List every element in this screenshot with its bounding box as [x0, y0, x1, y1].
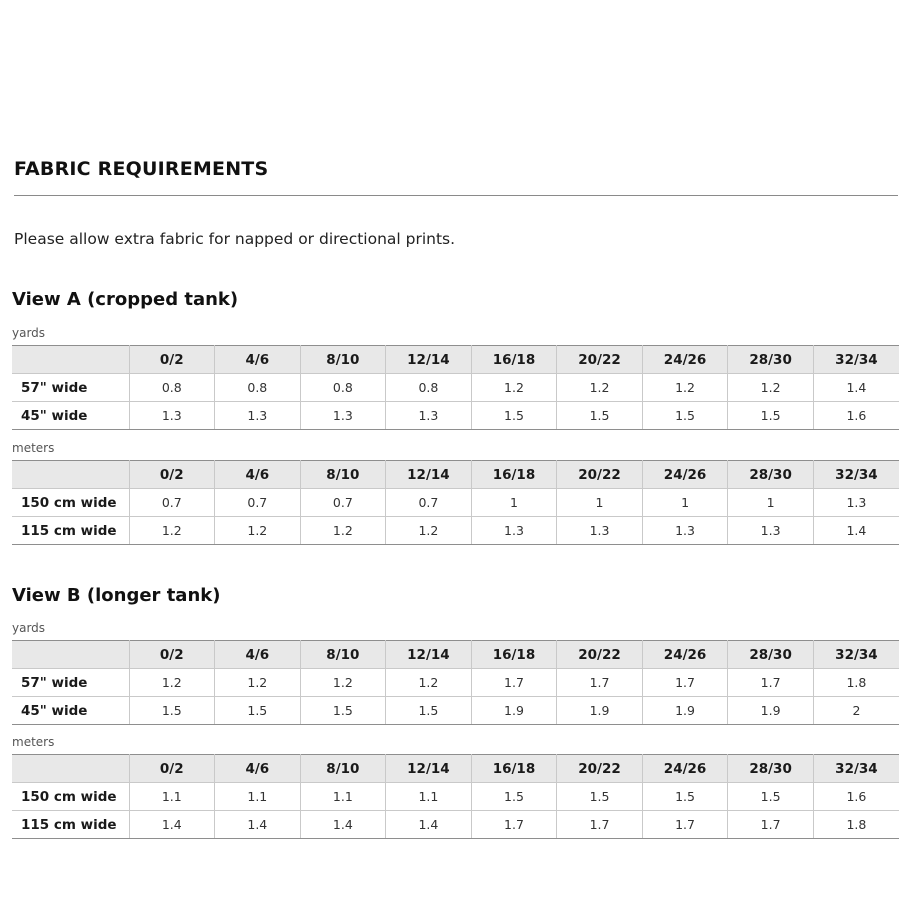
size-header: 4/6 [215, 755, 301, 783]
table-cell: 1.2 [728, 374, 814, 402]
table-cell: 1.5 [300, 697, 386, 725]
size-header: 20/22 [557, 641, 643, 669]
row-label: 150 cm wide [12, 783, 129, 811]
row-label: 45" wide [12, 697, 129, 725]
table-cell: 1.5 [129, 697, 215, 725]
table-cell: 1.4 [300, 811, 386, 839]
table-row [12, 402, 899, 430]
table-cell: 1.2 [215, 517, 301, 545]
size-header: 32/34 [813, 461, 899, 489]
size-header: 4/6 [215, 461, 301, 489]
table-row [12, 517, 899, 545]
page-title: FABRIC REQUIREMENTS [14, 158, 269, 180]
row-label: 115 cm wide [12, 517, 129, 545]
row-label: 45" wide [12, 402, 129, 430]
row-label: 57" wide [12, 374, 129, 402]
table-cell: 1.5 [386, 697, 472, 725]
view-a-yards-table [12, 345, 899, 430]
size-header: 20/22 [557, 755, 643, 783]
size-header: 0/2 [129, 641, 215, 669]
size-header: 12/14 [386, 755, 472, 783]
table-cell: 1.3 [386, 402, 472, 430]
table-cell: 1.4 [215, 811, 301, 839]
size-header: 16/18 [471, 755, 557, 783]
size-header: 28/30 [728, 346, 814, 374]
table-cell: 1.5 [728, 783, 814, 811]
table-cell: 1.2 [471, 374, 557, 402]
size-header: 0/2 [129, 346, 215, 374]
size-header: 24/26 [642, 641, 728, 669]
table-cell: 2 [813, 697, 899, 725]
table-cell: 1.2 [129, 669, 215, 697]
table-cell: 1.2 [642, 374, 728, 402]
size-header: 16/18 [471, 641, 557, 669]
size-header-row [12, 461, 899, 489]
table-cell: 1.1 [300, 783, 386, 811]
table-cell: 0.8 [386, 374, 472, 402]
size-header: 32/34 [813, 346, 899, 374]
size-header: 28/30 [728, 461, 814, 489]
table-cell: 0.7 [386, 489, 472, 517]
size-header: 20/22 [557, 346, 643, 374]
size-header-row [12, 346, 899, 374]
view-b-meters-table [12, 754, 899, 839]
table-cell: 0.7 [215, 489, 301, 517]
table-cell: 1.9 [471, 697, 557, 725]
table-cell: 1.2 [129, 517, 215, 545]
size-header: 28/30 [728, 641, 814, 669]
table-cell: 1.4 [386, 811, 472, 839]
view-a-meters-table [12, 460, 899, 545]
header-corner [12, 755, 129, 783]
table-cell: 1.2 [215, 669, 301, 697]
header-corner [12, 346, 129, 374]
size-header: 12/14 [386, 461, 472, 489]
table-cell: 1.3 [471, 517, 557, 545]
table-cell: 1.4 [813, 517, 899, 545]
view-b-heading: View B (longer tank) [12, 585, 221, 606]
table-cell: 1.7 [471, 811, 557, 839]
table-row [12, 697, 899, 725]
table-cell: 1.5 [728, 402, 814, 430]
header-corner [12, 461, 129, 489]
table-cell: 1.5 [642, 402, 728, 430]
table-cell: 1.7 [728, 669, 814, 697]
table-cell: 1.6 [813, 783, 899, 811]
table-cell: 0.7 [129, 489, 215, 517]
size-header-row [12, 641, 899, 669]
size-header: 12/14 [386, 641, 472, 669]
size-header: 16/18 [471, 346, 557, 374]
table-cell: 1.3 [129, 402, 215, 430]
table-cell: 1.9 [642, 697, 728, 725]
table-cell: 1.2 [386, 669, 472, 697]
table-cell: 1.9 [557, 697, 643, 725]
table-cell: 1.7 [642, 669, 728, 697]
table-cell: 1.2 [300, 517, 386, 545]
view-b-meters-label: meters [12, 735, 55, 749]
table-cell: 1.8 [813, 669, 899, 697]
table-cell: 1.2 [557, 374, 643, 402]
table-cell: 1.3 [728, 517, 814, 545]
size-header: 32/34 [813, 755, 899, 783]
view-a-yards-label: yards [12, 326, 46, 340]
size-header: 4/6 [215, 346, 301, 374]
table-cell: 1.4 [813, 374, 899, 402]
view-a-meters-label: meters [12, 441, 55, 455]
table-cell: 1.1 [129, 783, 215, 811]
size-header: 24/26 [642, 346, 728, 374]
table-cell: 1 [642, 489, 728, 517]
table-row [12, 669, 899, 697]
row-label: 115 cm wide [12, 811, 129, 839]
table-cell: 1.2 [386, 517, 472, 545]
size-header: 8/10 [300, 641, 386, 669]
table-cell: 0.8 [129, 374, 215, 402]
table-cell: 1.3 [813, 489, 899, 517]
view-b-yards-label: yards [12, 621, 46, 635]
fabric-note: Please allow extra fabric for napped or directional prints. [14, 230, 456, 248]
size-header: 20/22 [557, 461, 643, 489]
table-cell: 1.3 [215, 402, 301, 430]
table-row [12, 811, 899, 839]
table-cell: 1.9 [728, 697, 814, 725]
table-cell: 1.1 [386, 783, 472, 811]
size-header: 8/10 [300, 755, 386, 783]
size-header: 12/14 [386, 346, 472, 374]
table-cell: 1.1 [215, 783, 301, 811]
size-header: 8/10 [300, 346, 386, 374]
size-header: 0/2 [129, 755, 215, 783]
table-cell: 1.6 [813, 402, 899, 430]
size-header: 8/10 [300, 461, 386, 489]
table-cell: 1.7 [642, 811, 728, 839]
view-b-yards-table [12, 640, 899, 725]
size-header: 32/34 [813, 641, 899, 669]
header-corner [12, 641, 129, 669]
size-header: 0/2 [129, 461, 215, 489]
table-cell: 1.7 [557, 811, 643, 839]
table-cell: 1 [728, 489, 814, 517]
table-cell: 1.4 [129, 811, 215, 839]
view-a-heading: View A (cropped tank) [12, 289, 239, 310]
table-cell: 1.5 [557, 402, 643, 430]
size-header: 4/6 [215, 641, 301, 669]
row-label: 57" wide [12, 669, 129, 697]
table-row [12, 783, 899, 811]
row-label: 150 cm wide [12, 489, 129, 517]
table-row [12, 489, 899, 517]
table-cell: 1.7 [471, 669, 557, 697]
table-cell: 1.5 [215, 697, 301, 725]
size-header-row [12, 755, 899, 783]
table-cell: 1.3 [557, 517, 643, 545]
table-cell: 1.5 [642, 783, 728, 811]
size-header: 24/26 [642, 461, 728, 489]
table-cell: 1.2 [300, 669, 386, 697]
size-header: 24/26 [642, 755, 728, 783]
table-cell: 1.5 [471, 402, 557, 430]
table-cell: 0.8 [300, 374, 386, 402]
table-cell: 0.7 [300, 489, 386, 517]
table-cell: 1.7 [557, 669, 643, 697]
title-divider [14, 195, 898, 196]
table-row [12, 374, 899, 402]
table-cell: 1 [471, 489, 557, 517]
table-cell: 0.8 [215, 374, 301, 402]
table-cell: 1.3 [300, 402, 386, 430]
size-header: 16/18 [471, 461, 557, 489]
table-cell: 1.8 [813, 811, 899, 839]
size-header: 28/30 [728, 755, 814, 783]
table-cell: 1 [557, 489, 643, 517]
table-cell: 1.5 [557, 783, 643, 811]
table-cell: 1.3 [642, 517, 728, 545]
table-cell: 1.5 [471, 783, 557, 811]
table-cell: 1.7 [728, 811, 814, 839]
